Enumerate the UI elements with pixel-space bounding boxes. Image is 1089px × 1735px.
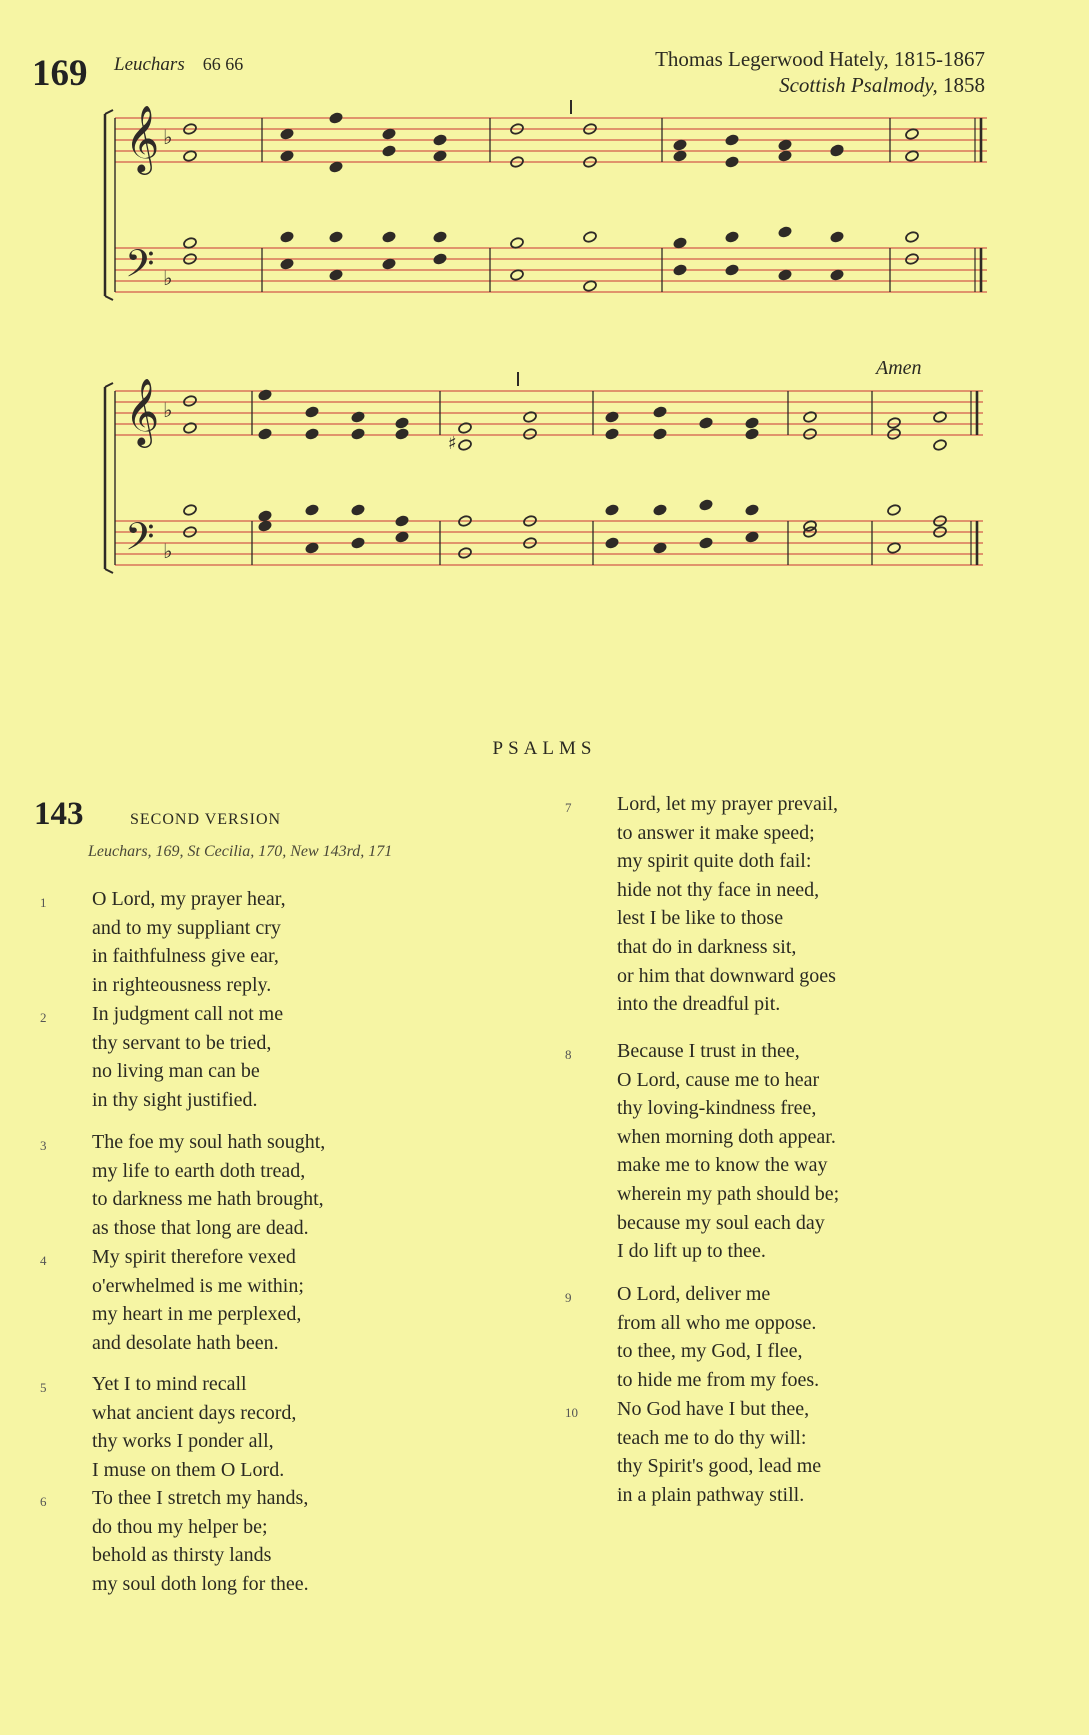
stanza-line: that do in darkness sit,: [617, 935, 797, 958]
stanza-line: o'erwhelmed is me within;: [92, 1274, 304, 1297]
quarter-note: [699, 499, 714, 512]
stanza-line: I do lift up to thee.: [617, 1240, 766, 1263]
stanza-line: My spirit therefore vexed: [92, 1246, 296, 1268]
stanza-line: into the dreadful pit.: [617, 993, 781, 1016]
quarter-note: [745, 504, 760, 517]
stanza: [565, 1395, 822, 1509]
quarter-note: [605, 537, 620, 550]
stanza-line: to answer it make speed;: [617, 821, 815, 844]
stanza-line: my heart in me perplexed,: [92, 1303, 302, 1326]
stanza-line: O Lord, cause me to hear: [617, 1068, 820, 1091]
psalm-version: SECOND VERSION: [130, 811, 282, 828]
stanza: [565, 790, 839, 1019]
half-note: [523, 428, 538, 441]
brace-cap: [105, 569, 113, 573]
staff-lines: [115, 118, 987, 565]
quarter-note: [433, 134, 448, 147]
quarter-note: [699, 537, 714, 550]
stanza-line: because my soul each day: [617, 1211, 825, 1234]
treble-clef-icon: 𝄞: [125, 104, 160, 172]
stanza: [40, 1128, 326, 1242]
quarter-note: [745, 428, 760, 441]
clefs: [125, 104, 172, 568]
quarter-note: [382, 145, 397, 158]
brace-cap: [105, 383, 113, 387]
stanza: [40, 1370, 297, 1484]
quarter-note: [725, 264, 740, 277]
stanza-line: my soul doth long for thee.: [92, 1572, 309, 1595]
quarter-note: [605, 504, 620, 517]
verse-number: 3: [40, 1138, 47, 1153]
tune-title: Leuchars: [114, 54, 185, 75]
half-note: [803, 428, 818, 441]
stanza: [40, 1484, 309, 1598]
stanza-line: The foe my soul hath sought,: [92, 1131, 326, 1153]
flat-icon: ♭: [163, 398, 173, 422]
music-score: [0, 0, 1089, 600]
quarter-note: [305, 406, 320, 419]
quarter-note: [778, 226, 793, 239]
verse-number: 6: [40, 1494, 47, 1509]
half-note: [183, 395, 198, 408]
stanza-line: in a plain pathway still.: [617, 1483, 805, 1506]
half-note: [887, 504, 902, 517]
stanza-line: make me to know the way: [617, 1154, 828, 1177]
quarter-note: [653, 428, 668, 441]
quarter-note: [725, 134, 740, 147]
stanza-line: do thou my helper be;: [92, 1515, 268, 1538]
brace-cap: [105, 296, 113, 300]
quarter-note: [699, 417, 714, 430]
stanza-line: what ancient days record,: [92, 1401, 297, 1424]
quarter-note: [351, 537, 366, 550]
half-note: [887, 417, 902, 430]
tune-source-year: 1858: [943, 73, 985, 98]
verse-number: 7: [565, 800, 572, 815]
half-note: [583, 231, 598, 244]
stanza-line: lest I be like to those: [617, 907, 784, 930]
stanza-line: in faithfulness give ear,: [92, 945, 279, 968]
quarter-note: [433, 231, 448, 244]
quarter-note: [382, 231, 397, 244]
tune-references: Leuchars, 169, St Cecilia, 170, New 143rd, 171: [88, 843, 393, 860]
stanza-line: In judgment call not me: [92, 1003, 284, 1025]
stanza-line: O Lord, my prayer hear,: [92, 888, 286, 910]
stanza-line: hide not thy face in need,: [617, 878, 820, 901]
stanza-line: To thee I stretch my hands,: [92, 1487, 309, 1509]
quarter-note: [653, 504, 668, 517]
quarter-note: [351, 504, 366, 517]
stanza: [40, 1243, 304, 1357]
quarter-note: [673, 264, 688, 277]
tune-meter: 66 66: [202, 54, 244, 74]
quarter-note: [280, 231, 295, 244]
flat-icon: ♭: [163, 125, 173, 149]
stanza-line: no living man can be: [92, 1060, 260, 1083]
stanza-line: thy works I ponder all,: [92, 1430, 274, 1453]
stanza-line: in righteousness reply.: [92, 973, 272, 996]
verse-number: 9: [565, 1290, 572, 1305]
verse-number: 1: [40, 895, 47, 910]
stanza-line: my life to earth doth tread,: [92, 1159, 306, 1182]
bass-clef-icon: 𝄢: [125, 514, 155, 568]
stanza: [565, 1280, 820, 1394]
quarter-note: [305, 428, 320, 441]
half-note: [458, 439, 473, 452]
half-note: [183, 504, 198, 517]
half-note: [905, 231, 920, 244]
bar-lines: [105, 100, 981, 573]
stanza-line: Yet I to mind recall: [92, 1373, 247, 1395]
stanza-line: behold as thirsty lands: [92, 1544, 272, 1567]
stanza-line: Lord, let my prayer prevail,: [617, 793, 839, 815]
brace-cap: [105, 110, 113, 114]
half-note: [458, 547, 473, 560]
stanza-line: my spirit quite doth fail:: [617, 850, 812, 873]
stanza-line: and to my suppliant cry: [92, 916, 281, 939]
stanza: [40, 885, 286, 999]
notes: [183, 112, 948, 560]
stanza-line: to darkness me hath brought,: [92, 1188, 324, 1211]
composer-name: Thomas Legerwood Hately, 1815-1867: [655, 47, 985, 71]
verse-number: 2: [40, 1010, 47, 1025]
quarter-note: [433, 253, 448, 266]
quarter-note: [305, 504, 320, 517]
stanza-line: thy loving-kindness free,: [617, 1097, 817, 1120]
quarter-note: [725, 231, 740, 244]
stanza-line: to thee, my God, I flee,: [617, 1340, 803, 1363]
psalm-number: 143: [34, 796, 84, 832]
quarter-note: [653, 406, 668, 419]
quarter-note: [830, 231, 845, 244]
sharp-icon: ♯: [448, 433, 457, 454]
half-note: [933, 439, 948, 452]
quarter-note: [745, 417, 760, 430]
quarter-note: [351, 428, 366, 441]
stanza-line: O Lord, deliver me: [617, 1283, 771, 1305]
verse-number: 10: [565, 1405, 578, 1420]
stanza-line: as those that long are dead.: [92, 1216, 309, 1239]
stanza: [565, 1037, 840, 1266]
flat-icon: ♭: [163, 539, 173, 563]
stanza-line: or him that downward goes: [617, 964, 836, 987]
verse-number: 4: [40, 1253, 47, 1268]
stanza-line: when morning doth appear.: [617, 1125, 836, 1148]
stanza-line: and desolate hath been.: [92, 1331, 279, 1354]
stanza-line: I muse on them O Lord.: [92, 1458, 285, 1481]
tune-source: Scottish Psalmody,: [779, 73, 938, 98]
treble-clef-icon: 𝄞: [125, 377, 160, 445]
stanza-line: wherein my path should be;: [617, 1182, 840, 1205]
verse-number: 8: [565, 1047, 572, 1062]
stanza-line: Because I trust in thee,: [617, 1040, 800, 1062]
section-heading: PSALMS: [492, 738, 597, 759]
stanza-line: from all who me oppose.: [617, 1311, 817, 1334]
quarter-note: [395, 417, 410, 430]
half-note: [887, 428, 902, 441]
stanza-line: thy servant to be tried,: [92, 1031, 272, 1054]
hymn-number: 169: [32, 53, 88, 94]
verse-number: 5: [40, 1380, 47, 1395]
flat-icon: ♭: [163, 266, 173, 290]
stanza-line: thy Spirit's good, lead me: [617, 1455, 822, 1478]
quarter-note: [605, 428, 620, 441]
stanza-line: in thy sight justified.: [92, 1088, 258, 1111]
quarter-note: [395, 515, 410, 528]
quarter-note: [725, 156, 740, 169]
quarter-note: [329, 231, 344, 244]
quarter-note: [329, 112, 344, 125]
quarter-note: [258, 428, 273, 441]
stanza-line: teach me to do thy will:: [617, 1426, 807, 1449]
amen-label: Amen: [876, 357, 922, 379]
bass-clef-icon: 𝄢: [125, 241, 155, 295]
stanza-line: to hide me from my foes.: [617, 1368, 820, 1391]
stanza: [40, 1000, 284, 1114]
quarter-note: [395, 428, 410, 441]
stanza-line: No God have I but thee,: [617, 1398, 810, 1420]
